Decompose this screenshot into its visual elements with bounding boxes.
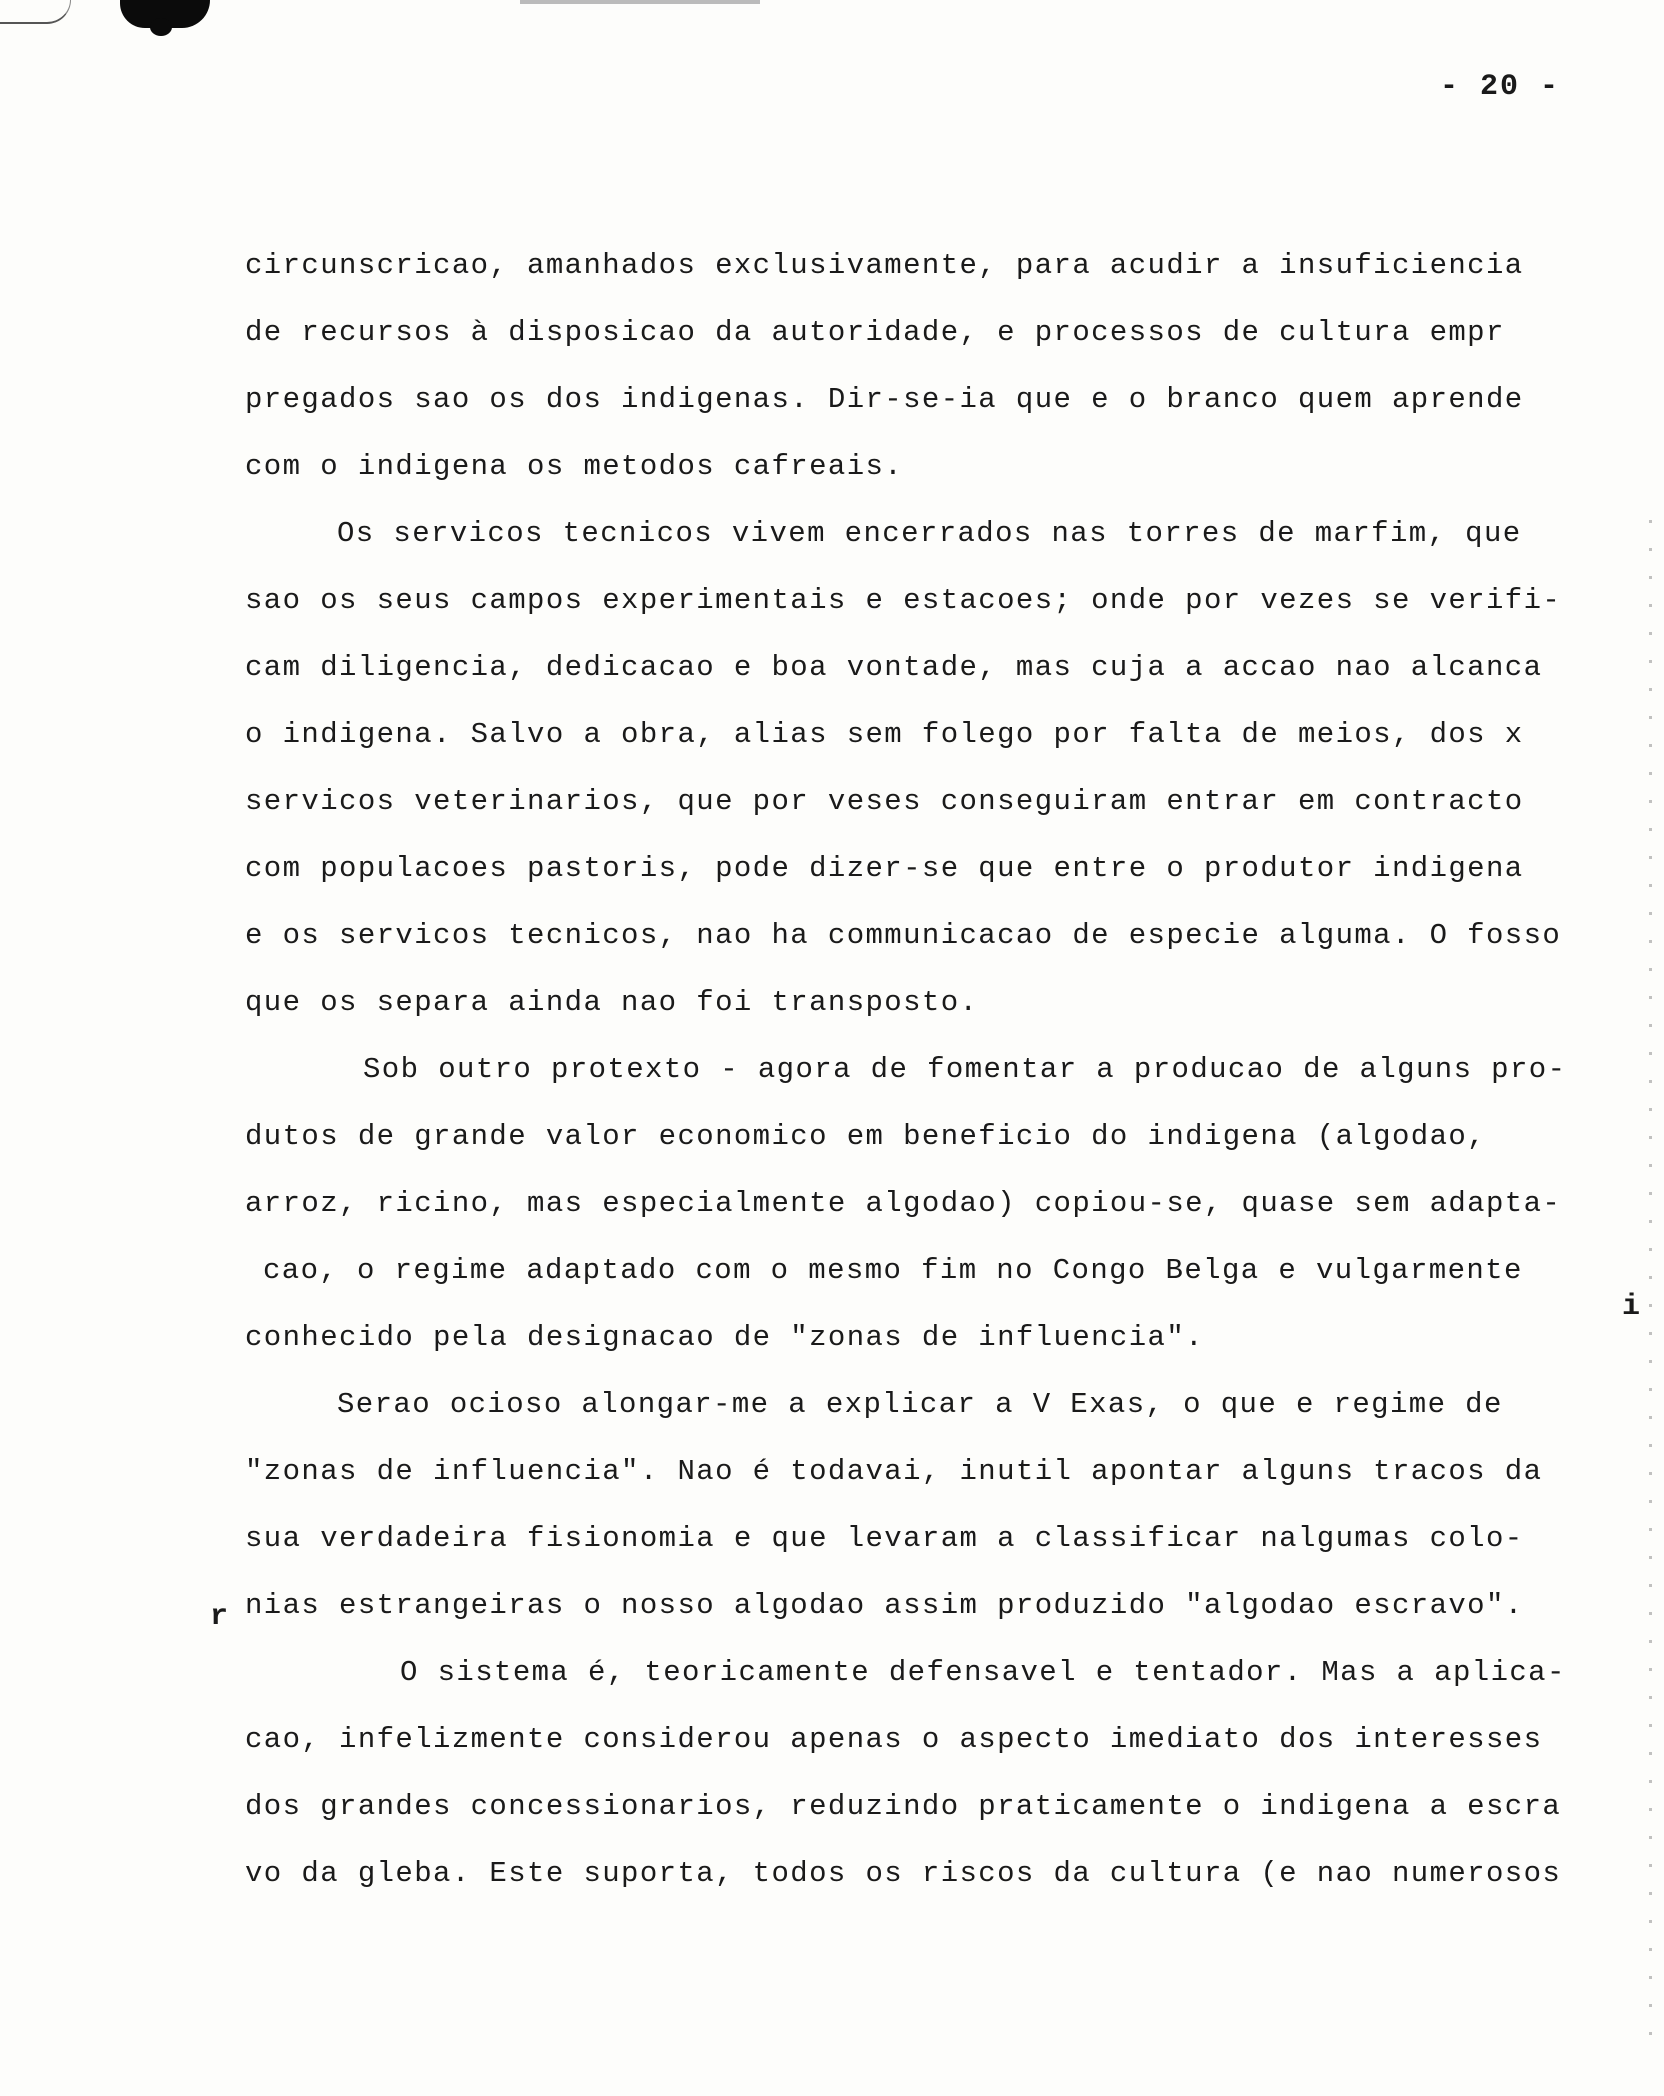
text-line: Serao ocioso alongar-me a explicar a V Exas, o que e regime de [337, 1388, 1503, 1421]
text-line: Sob outro protexto - agora de fomentar a producao de alguns pro- [363, 1053, 1567, 1086]
text-line: vo da gleba. Este suporta, todos os riscos da cultura (e nao numerosos [245, 1857, 1562, 1890]
text-line: cam diligencia, dedicacao e boa vontade, mas cuja a accao nao alcanca [245, 651, 1543, 684]
typed-body-text [245, 232, 1645, 1907]
text-line: cao, infelizmente considerou apenas o aspecto imediato dos interesses [245, 1723, 1543, 1756]
text-line: sao os seus campos experimentais e estacoes; onde por vezes se verifi- [245, 584, 1562, 617]
scan-edge-marks [1649, 520, 1652, 2040]
text-line: arroz, ricino, mas especialmente algodao) copiou-se, quase sem adapta- [245, 1187, 1562, 1220]
margin-annotation-right: i [1622, 1290, 1641, 1324]
text-line: sua verdadeira fisionomia e que levaram a classificar nalgumas colo- [245, 1522, 1524, 1555]
ink-blot-drip [150, 18, 172, 36]
text-line: de recursos à disposicao da autoridade, e processos de cultura empr [245, 316, 1505, 349]
text-line: servicos veterinarios, que por veses conseguiram entrar em contracto [245, 785, 1524, 818]
text-line: com populacoes pastoris, pode dizer-se que entre o produtor indigena [245, 852, 1524, 885]
text-line: pregados sao os dos indigenas. Dir-se-ia que e o branco quem aprende [245, 383, 1524, 416]
text-line: nias estrangeiras o nosso algodao assim produzido "algodao escravo". [245, 1589, 1524, 1622]
text-line: o indigena. Salvo a obra, alias sem folego por falta de meios, dos x [245, 718, 1524, 751]
scan-smudge [520, 0, 760, 4]
text-line: com o indigena os metodos cafreais. [245, 450, 904, 483]
text-line: circunscricao, amanhados exclusivamente, para acudir a insuficiencia [245, 249, 1524, 282]
text-line: dos grandes concessionarios, reduzindo praticamente o indigena a escra [245, 1790, 1562, 1823]
text-line: "zonas de influencia". Nao é todavai, inutil apontar alguns tracos da [245, 1455, 1543, 1488]
scan-corner-mark [0, 0, 71, 24]
text-line: conhecido pela designacao de "zonas de influencia". [245, 1321, 1204, 1354]
text-line: O sistema é, teoricamente defensavel e tentador. Mas a aplica- [400, 1656, 1566, 1689]
text-line: Os servicos tecnicos vivem encerrados nas torres de marfim, que [337, 517, 1522, 550]
page-number: - 20 - [1440, 70, 1561, 104]
text-line: cao, o regime adaptado com o mesmo fim no Congo Belga e vulgarmente [263, 1254, 1523, 1287]
text-line: que os separa ainda nao foi transposto. [245, 986, 979, 1019]
text-line: dutos de grande valor economico em beneficio do indigena (algodao, [245, 1120, 1486, 1153]
margin-annotation-left: r [210, 1600, 229, 1634]
text-line: e os servicos tecnicos, nao ha communicacao de especie alguma. O fosso [245, 919, 1562, 952]
